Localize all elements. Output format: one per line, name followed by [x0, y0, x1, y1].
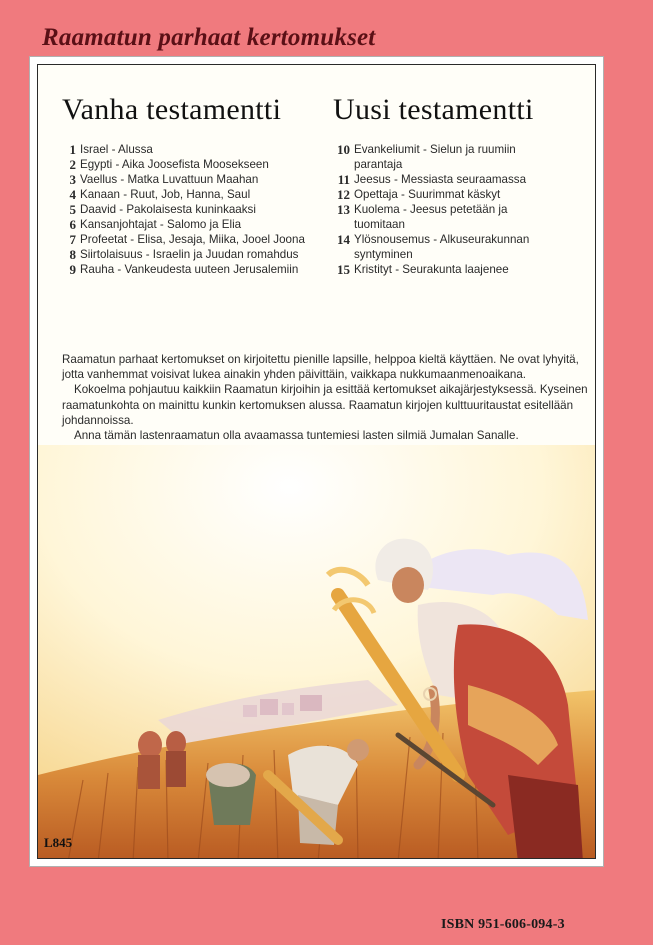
- intro-text: [62, 352, 592, 443]
- list-item: 2 Egypti - Aika Joosefista Moosekseen: [69, 157, 269, 172]
- list-item: 1 Israel - Alussa: [69, 142, 153, 157]
- intro-paragraph: Anna tämän lastenraamatun olla avaamassa tuntemiesi lasten silmiä Jumalan Sanalle.: [74, 429, 519, 443]
- harvest-illustration: [38, 445, 596, 859]
- list-item: 9 Rauha - Vankeudesta uuteen Jerusalemiin: [69, 262, 299, 277]
- list-item: 6 Kansanjohtajat - Salomo ja Elia: [69, 217, 242, 232]
- series-title: Raamatun parhaat kertomukset: [42, 24, 376, 51]
- new-testament-heading: Uusi testamentti: [333, 93, 534, 126]
- list-item: 3 Vaellus - Matka Luvattuun Maahan: [69, 172, 259, 187]
- list-item: 12 Opettaja - Suurimmat käskyt: [337, 187, 501, 202]
- list-item: 10 Evankeliumit - Sielun ja ruumiin parantaja: [337, 142, 516, 171]
- list-item: 13 Kuolema - Jeesus petetään ja tuomitaan: [337, 202, 508, 231]
- new-testament-list: [326, 142, 538, 277]
- intro-paragraph: Raamatun parhaat kertomukset on kirjoitettu pienille lapsille, helppoa kieltä käyttäen. Ne ovat lyhyitä, jotta vanhemmat voisivat lukea ainakin yhden päivittäin, vaikkapa nukkumaanmenoaikana.: [62, 353, 579, 382]
- list-item: 14 Ylösnousemus - Alkuseurakunnan syntyminen: [337, 232, 530, 261]
- product-code: L845: [44, 835, 73, 850]
- old-testament-heading: Vanha testamentti: [62, 93, 282, 126]
- list-item: 4 Kanaan - Ruut, Job, Hanna, Saul: [69, 187, 251, 202]
- list-item: 8 Siirtolaisuus - Israelin ja Juudan romahdus: [69, 247, 299, 262]
- panel-frame: [37, 64, 596, 859]
- list-item: 7 Profeetat - Elisa, Jesaja, Miika, Jooel Joona: [69, 232, 305, 247]
- isbn: ISBN 951-606-094-3: [441, 917, 565, 932]
- list-item: 11 Jeesus - Messiasta seuraamassa: [337, 172, 527, 187]
- old-testament-list: [54, 142, 306, 277]
- back-cover-panel: [29, 56, 604, 867]
- intro-paragraph: Kokoelma pohjautuu kaikkiin Raamatun kirjoihin ja esittää kertomukset aikajärjestyksessä. Kyseinen raamatunkohta on mainittu kunkin kertomuksen alussa. Raamatun kirjojen kulttuuritaustat esitellään johdannoissa.: [62, 383, 588, 427]
- list-item: 5 Daavid - Pakolaisesta kuninkaaksi: [69, 202, 256, 217]
- list-item: 15 Kristityt - Seurakunta laajenee: [337, 262, 509, 277]
